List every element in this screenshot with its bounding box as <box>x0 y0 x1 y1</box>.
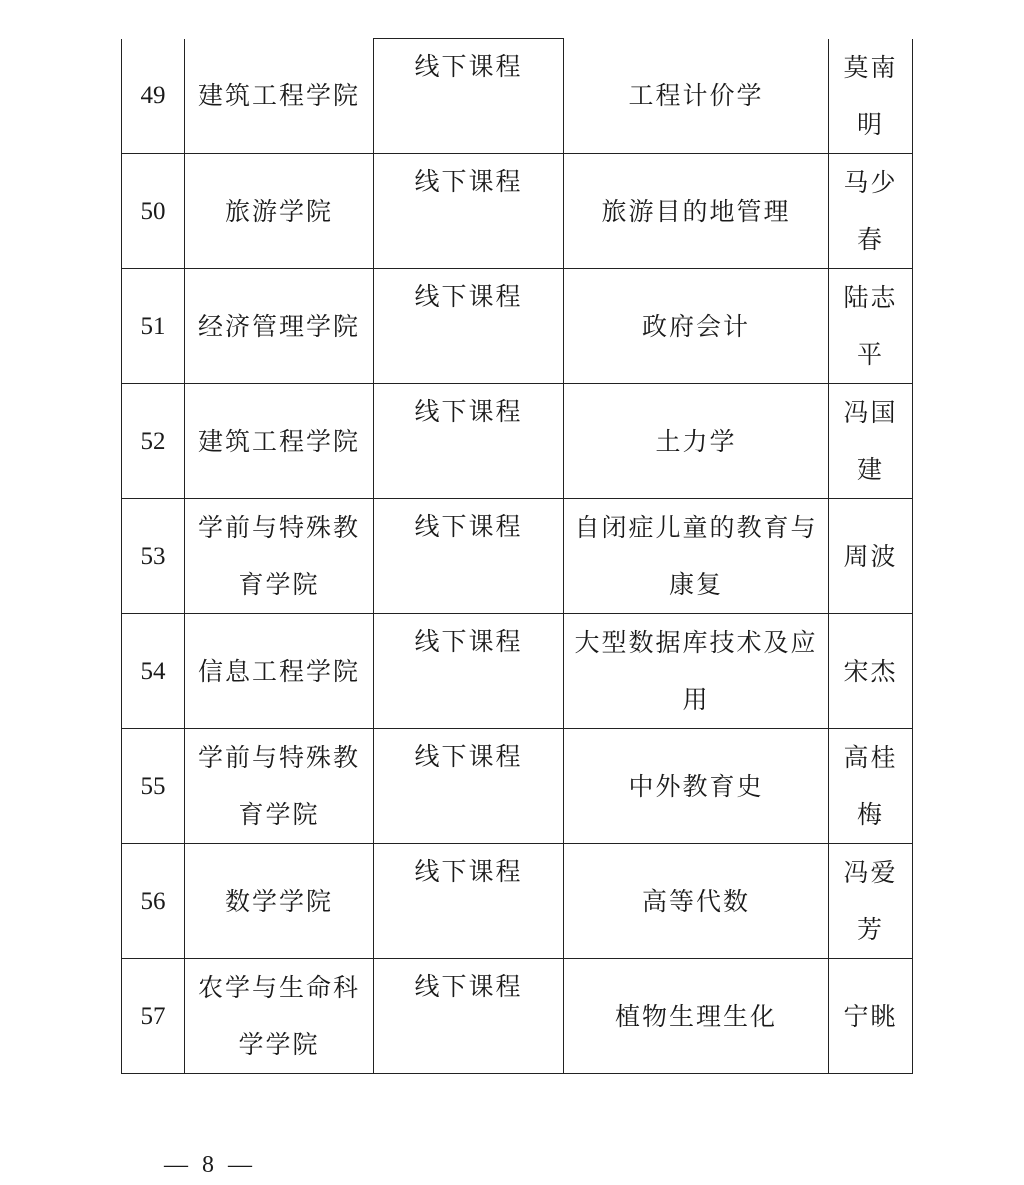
row-number: 54 <box>122 614 185 729</box>
row-number: 49 <box>122 39 185 154</box>
college-cell: 学前与特殊教育学院 <box>185 499 374 614</box>
course-type-cell: 线下课程 <box>374 499 564 614</box>
row-number: 50 <box>122 154 185 269</box>
course-name-cell: 大型数据库技术及应用 <box>564 614 829 729</box>
teacher-cell: 冯爱芳 <box>829 844 913 959</box>
table-row <box>122 729 913 844</box>
college-cell: 建筑工程学院 <box>185 384 374 499</box>
college-cell: 农学与生命科学学院 <box>185 959 374 1074</box>
row-number: 57 <box>122 959 185 1074</box>
table-row <box>122 844 913 959</box>
row-number: 51 <box>122 269 185 384</box>
teacher-cell: 宋杰 <box>829 614 913 729</box>
table-row <box>122 614 913 729</box>
course-table <box>121 38 913 1074</box>
table-row <box>122 39 913 154</box>
course-name-cell: 自闭症儿童的教育与康复 <box>564 499 829 614</box>
row-number: 52 <box>122 384 185 499</box>
course-name-cell: 工程计价学 <box>564 39 829 154</box>
college-cell: 学前与特殊教育学院 <box>185 729 374 844</box>
course-name-cell: 高等代数 <box>564 844 829 959</box>
teacher-cell: 高桂梅 <box>829 729 913 844</box>
table-row <box>122 269 913 384</box>
course-name-cell: 中外教育史 <box>564 729 829 844</box>
course-name-cell: 旅游目的地管理 <box>564 154 829 269</box>
table-row <box>122 384 913 499</box>
course-name-cell: 政府会计 <box>564 269 829 384</box>
college-cell: 信息工程学院 <box>185 614 374 729</box>
college-cell: 建筑工程学院 <box>185 39 374 154</box>
course-type-cell: 线下课程 <box>374 384 564 499</box>
teacher-cell: 陆志平 <box>829 269 913 384</box>
college-cell: 旅游学院 <box>185 154 374 269</box>
college-cell: 数学学院 <box>185 844 374 959</box>
row-number: 55 <box>122 729 185 844</box>
teacher-cell: 马少春 <box>829 154 913 269</box>
course-type-cell: 线下课程 <box>374 729 564 844</box>
course-type-cell: 线下课程 <box>374 154 564 269</box>
course-name-cell: 植物生理生化 <box>564 959 829 1074</box>
course-table-container <box>121 38 913 1074</box>
course-type-cell: 线下课程 <box>374 844 564 959</box>
table-row <box>122 499 913 614</box>
row-number: 56 <box>122 844 185 959</box>
course-type-cell: 线下课程 <box>374 959 564 1074</box>
page-number: — 8 — <box>164 1152 256 1178</box>
row-number: 53 <box>122 499 185 614</box>
college-cell: 经济管理学院 <box>185 269 374 384</box>
course-name-cell: 土力学 <box>564 384 829 499</box>
teacher-cell: 周波 <box>829 499 913 614</box>
teacher-cell: 莫南明 <box>829 39 913 154</box>
course-type-cell: 线下课程 <box>374 614 564 729</box>
table-row <box>122 959 913 1074</box>
teacher-cell: 冯国建 <box>829 384 913 499</box>
table-row <box>122 154 913 269</box>
course-type-cell: 线下课程 <box>374 269 564 384</box>
teacher-cell: 宁眺 <box>829 959 913 1074</box>
course-type-cell: 线下课程 <box>374 39 564 154</box>
